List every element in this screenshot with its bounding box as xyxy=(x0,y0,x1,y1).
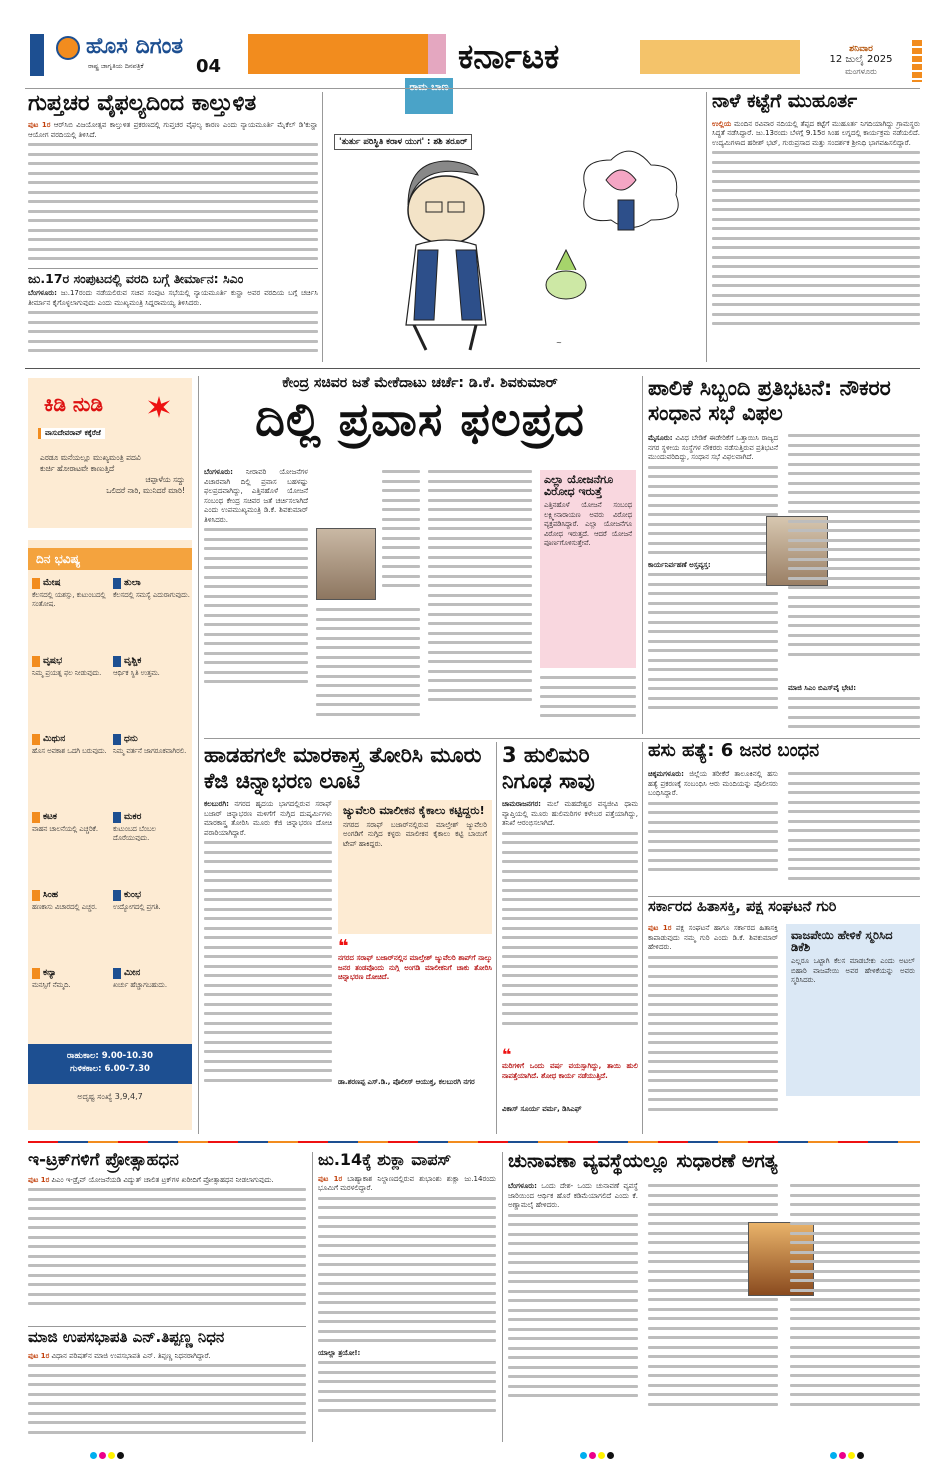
sub-head: ಕಾರ್ಯನಿರ್ವಹಣೆ ಅಸ್ತವ್ಯಸ್ತ: xyxy=(648,560,711,569)
cartoon-pot xyxy=(546,271,586,299)
lead: ಪುಟ 1ರ xyxy=(28,121,51,130)
column-rule xyxy=(322,92,323,362)
article-muhurta xyxy=(712,92,920,362)
lead-col-3 xyxy=(428,470,532,730)
sarkar-col-1 xyxy=(648,924,778,1132)
body: ಪಿಎಂ ಇ-ಡ್ರೈವ್ ಯೋಜನೆಯಡಿ ವಿದ್ಯುತ್ ಚಾಲಿತ ಟ್ರಕ್‌ಗಳ ಖರೀದಿಗೆ ಪ್ರೋತ್ಸಾಹಧನ ನೀಡಲಾಗುವುದು. xyxy=(51,1175,274,1184)
body: ಆರ್‌ಸಿಬಿ ವಿಜಯೋತ್ಸವ ಕಾಲ್ತುಳಿತ ಪ್ರಕರಣದಲ್ಲಿ ಗುಪ್ತಚರ ವೈಫಲ್ಯ ಕಾರಣ ಎಂದು ನ್ಯಾಯಮೂರ್ತಿ ಮೈಕೆಲ್ ಡಿ'ಕುನ್ಹಾ ಆಯೋಗ ವರದಿಯಲ್ಲಿ ತಿಳಿಸಿದೆ. xyxy=(28,121,318,139)
kidi-author: ವಾಸುದೇವರಾವ್ ಕಕ್ಕೆರೆಜೆ xyxy=(38,428,105,439)
sign-name: ಮಿಥುನ xyxy=(32,734,109,745)
logo-block xyxy=(48,34,248,80)
sidebar-kidi xyxy=(28,378,192,528)
palike-col-2 xyxy=(788,434,920,684)
horoscope-sign xyxy=(32,734,109,808)
sub-head: ಯಾಲ್ಲಾ ತ್ರಯೋ!: xyxy=(318,1348,361,1357)
masthead-right-bar xyxy=(640,40,800,74)
lead: ಬೆಂಗಳೂರು: xyxy=(204,468,233,476)
cartoon-pot-leaves xyxy=(556,250,576,270)
body: ಮಲೆ ಮಹದೇಶ್ವರ ವನ್ಯಜೀವಿ ಧಾಮ ವ್ಯಾಪ್ತಿಯಲ್ಲಿ ಮೂರು ಹುಲಿಮರಿಗಳ ಕಳೇಬರ ಪತ್ತೆಯಾಗಿದ್ದು, ತನಿಖೆ ಆರಂಭಿಸಲಾಗಿದೆ. xyxy=(502,800,638,827)
lead-photo xyxy=(316,528,376,600)
column-rule xyxy=(642,376,643,734)
quote-text: ಮರಿಗಳಿಗೆ ಒಂದು ವರ್ಷ ವಯಸ್ಸಾಗಿದ್ದು, ತಾಯಿ ಹುಲಿ ನಾಪತ್ತೆಯಾಗಿದೆ. ಶೋಧ ಕಾರ್ಯ ನಡೆಯುತ್ತಿದೆ. xyxy=(502,1062,638,1080)
section-rule xyxy=(25,368,920,369)
headline: ಸರ್ಕಾರದ ಹಿತಾಸಕ್ತಿ, ಪಕ್ಷ ಸಂಘಟನೆ ಗುರಿ xyxy=(648,899,837,915)
sign-text: ಉದ್ಯೋಗದಲ್ಲಿ ಪ್ರಗತಿ. xyxy=(113,903,161,911)
masthead xyxy=(0,0,945,86)
lead-story xyxy=(204,376,636,734)
lead-col-2-top xyxy=(382,470,420,600)
body: ವಿವಿಧ ಬೇಡಿಕೆ ಈಡೇರಿಕೆಗೆ ಒತ್ತಾಯಿಸಿ ರಾಜ್ಯದ ನಗರ ಸ್ಥಳೀಯ ಸಂಸ್ಥೆಗಳ ನೌಕರರು ನಡೆಸುತ್ತಿರುವ ಪ್ರತಿಭಟನೆ ಮುಂದುವರಿದಿದ್ದು, ಸಂಧಾನ ಸಭೆ ವಿಫಲವಾಗಿದೆ. xyxy=(648,434,778,461)
robbery-box xyxy=(338,800,492,934)
body-filler xyxy=(508,1214,638,1404)
registration-marks xyxy=(830,1444,890,1454)
article-tiger-cubs xyxy=(502,742,638,1134)
body-filler xyxy=(788,697,920,731)
date: 12 ಜುಲೈ 2025 xyxy=(829,54,893,65)
body: ನಗರದ ಹೃದಯ ಭಾಗದಲ್ಲಿರುವ ಸರಾಫ್ ಬಜಾರ್ ಚಿನ್ನಾಭರಣ ಮಳಿಗೆಗೆ ನುಗ್ಗಿದ ದುಷ್ಕರ್ಮಿಗಳು ಮಾರಕಾಸ್ತ್ರ ತೋರಿಸಿ ಮೂರು ಕೆಜಿ ಚಿನ್ನಾಭರಣ ದೋಚಿ ಪರಾರಿಯಾಗಿದ್ದಾರೆ. xyxy=(204,800,332,837)
horoscope-title: ದಿನ ಭವಿಷ್ಯ xyxy=(36,552,81,566)
body: ಮಂದಿನ ರವಿವಾರ ನದಿಯಲ್ಲಿ ತೆಪ್ಪದ ಕಟ್ಟೆಗೆ ಮುಹೂರ್ತ ನಿಗದಿಯಾಗಿದ್ದು ಗ್ರಾಮಸ್ಥರು ಸಿದ್ಧತೆ ನಡೆಸಿದ್ದಾರೆ. ಜು.13ರಂದು ಬೆಳಗ್ಗೆ 9.15ರ ಸಿಂಹ ಲಗ್ನದಲ್ಲಿ ಕಾರ್ಯಕ್ರಮ ನಡೆಯಲಿದೆ. ಉದ್ಯಮಿಗಳಾದ ಹರೀಶ್ ಭಟ್, ಗುರುಪ್ರಸಾದ ಮತ್ತು ಸಂದರ್ಶಕ ಶ್ರೀನಿಧಿ ಭಾಗವಹಿಸಲಿದ್ದಾರೆ. xyxy=(712,119,920,147)
sign-name: ಕುಂಭ xyxy=(113,890,190,901)
verse-3: ಚಪ್ಪಾಳೆಯ ಸದ್ದು xyxy=(145,475,185,484)
cartoon-head xyxy=(408,176,484,244)
article-election xyxy=(508,1152,920,1440)
sign-text: ವಾಹನ ಚಾಲನೆಯಲ್ಲಿ ಎಚ್ಚರಿಕೆ. xyxy=(32,825,99,833)
logo-tagline: ರಾಷ್ಟ್ರ ಜಾಗೃತಿಯ ದಿನಪತ್ರಿಕೆ xyxy=(88,62,144,70)
timings-box xyxy=(28,1044,192,1084)
body-filler xyxy=(28,143,318,267)
sign-name: ಕಟಕ xyxy=(32,812,109,823)
horoscope-sign xyxy=(113,578,190,652)
sign-text: ಕೆಲಸದಲ್ಲಿ ಸಮಸ್ಯೆ ಎದುರಾಗುವುದು. xyxy=(113,591,190,599)
headline: ಜು.14ಕ್ಕೆ ಶುಕ್ಲಾ ವಾಪಸ್ xyxy=(318,1150,452,1169)
sign-name: ಕನ್ಯಾ xyxy=(32,968,109,979)
column-rule xyxy=(198,376,199,1134)
box-body: ನಗರದ ಸರಾಫ್ ಬಜಾರ್‌ನಲ್ಲಿರುವ ಮಾಲ್ತೇಶ್ ಜ್ಯುವೆಲರಿ ಅಂಗಡಿಗೆ ನುಗ್ಗಿದ ಕಳ್ಳರು ಮಾಲೀಕನ ಕೈಕಾಲು ಕಟ್ಟಿ ಬಾಯಿಗೆ ಟೇಪ್ ಹಾಕಿದ್ದರು. xyxy=(343,820,487,848)
lead: ಉಲ್ಲಿಯ xyxy=(712,119,732,128)
masthead-blue-bar xyxy=(30,34,44,76)
headline: ಜು.17ರ ಸಂಪುಟದಲ್ಲಿ ವರದಿ ಬಗ್ಗೆ ತೀರ್ಮಾನ: ಸಿಎಂ xyxy=(28,271,244,286)
sign-text: ನಿಮ್ಮ ವರ್ತನೆ ಜಾಗರೂಕವಾಗಿರಲಿ. xyxy=(113,747,187,755)
article-cow xyxy=(648,742,920,894)
body: ವಿಧಾನ ಪರಿಷತ್‌ನ ಮಾಜಿ ಉಪಸಭಾಪತಿ ಎನ್. ತಿಪ್ಪಣ್ಣ ನಿಧನರಾಗಿದ್ದಾರೆ. xyxy=(51,1351,211,1360)
sign-text: ಕೆಲಸದಲ್ಲಿ ಯಶಸ್ಸು, ಕುಟುಂಬದಲ್ಲಿ ಸಂತೋಷ. xyxy=(32,591,106,608)
lead: ಮೈಸೂರು: xyxy=(648,434,673,442)
sign-text: ಕುಟುಂಬದ ಬೆಂಬಲ ದೊರೆಯುವುದು. xyxy=(113,825,156,842)
horoscope-header xyxy=(28,548,192,570)
lead: ಚಾಮರಾಜನಗರ: xyxy=(502,800,541,808)
box-title: ಎಲ್ಲಾ ಯೋಜನೆಗೂ ವಿರೋಧ ಇರುತ್ತೆ xyxy=(544,473,614,498)
lucky-numbers: ಅದೃಷ್ಟ ಸಂಖ್ಯೆ 3,9,4,7 xyxy=(77,1092,143,1101)
lead-col-2 xyxy=(316,608,420,730)
body-filler xyxy=(28,311,318,359)
body-filler xyxy=(648,573,778,716)
body-filler xyxy=(28,1364,306,1438)
horoscope-sign xyxy=(32,812,109,886)
verse-1: ಎರಡೂ ಮನೆಯಲ್ಲೂ ಮುಖ್ಯಮಂತ್ರಿ ಪದವಿ xyxy=(40,453,141,462)
article-obituary xyxy=(28,1330,306,1440)
cartoon xyxy=(326,114,704,362)
gulika: ಗುಳಿಕಕಾಲ: 6.00-7.30 xyxy=(70,1064,150,1074)
sign-text: ಖರ್ಚು ಹೆಚ್ಚಾಗಬಹುದು. xyxy=(113,981,167,989)
sub-head-2: ಮಾಜಿ ಸಿಎಂ ಬಿಎಸ್‌ವೈ ಭೇಟಿ: xyxy=(788,684,857,692)
logo-text: ಹೊಸ ದಿಗಂತ xyxy=(86,34,184,59)
registration-marks xyxy=(580,1444,640,1454)
body-filler xyxy=(502,832,638,1032)
sign-name: ಮೇಷ xyxy=(32,578,109,589)
verse-4: ಒಲಿದರೆ ನಾರಿ, ಮುನಿದರೆ ಮಾರಿ! xyxy=(106,486,185,495)
headline: ಪಾಲಿಕೆ ಸಿಬ್ಬಂದಿ ಪ್ರತಿಭಟನೆ: ನೌಕರರ ಸಂಧಾನ ಸಭೆ ವಿಫಲ xyxy=(648,376,891,425)
cartoon-drawing xyxy=(356,150,686,355)
headline: ನಾಳೆ ಕಟ್ಟೆಗೆ ಮುಹೂರ್ತ xyxy=(712,90,858,112)
kidi-title: ಕಿಡಿ ನುಡಿ xyxy=(44,392,104,416)
article-shukla xyxy=(318,1152,496,1440)
column-rule xyxy=(502,1152,503,1442)
sidebar-horoscope xyxy=(28,540,192,1130)
article-cm-report xyxy=(28,272,318,362)
horoscope-sign xyxy=(32,968,109,1042)
horoscope-sign xyxy=(113,656,190,730)
rule xyxy=(204,738,920,739)
box-body: ಎತ್ತಿನಹೊಳೆ ಯೋಜನೆ ಸಂಬಂಧ ಲಕ್ಷ್ಮೀನಾರಾಯಣ ಅವರು ವಿರೋಧ ವ್ಯಕ್ತಪಡಿಸಿದ್ದಾರೆ. ಎಲ್ಲಾ ಯೋಜನೆಗೂ ವಿರೋಧ ಇರುತ್ತದೆ. ಆದರೆ ಯೋಜನೆ ಪೂರ್ಣಗೊಳಿಸುತ್ತೇವೆ. xyxy=(544,501,632,548)
kidi-verse xyxy=(40,452,185,496)
headline: 3 ಹುಲಿಮರಿ ನಿಗೂಢ ಸಾವು xyxy=(502,743,595,793)
sign-text: ಹಣಕಾಸು ವಿಚಾರದಲ್ಲಿ ಎಚ್ಚರ. xyxy=(32,903,98,911)
lead-col-4 xyxy=(540,676,636,730)
sign-name: ತುಲಾ xyxy=(113,578,190,589)
rule xyxy=(28,268,318,269)
rahukala: ರಾಹುಕಾಲ: 9.00-10.30 xyxy=(66,1051,154,1061)
quote-mark-icon: ❝ xyxy=(502,1045,512,1064)
headline: ಹಸು ಹತ್ಯೆ: 6 ಜನರ ಬಂಧನ xyxy=(648,740,820,761)
sign-text: ಮನಸ್ಸಿಗೆ ನೆಮ್ಮದಿ. xyxy=(32,981,71,989)
horoscope-sign xyxy=(113,968,190,1042)
article-stampede xyxy=(28,92,318,268)
body: ಜು.17ರಂದು ನಡೆಯಲಿರುವ ಸಚಿವ ಸಂಪುಟ ಸಭೆಯಲ್ಲಿ ನ್ಯಾಯಮೂರ್ತಿ ಕುನ್ಹಾ ಅವರ ವರದಿಯ ಬಗ್ಗೆ ಚರ್ಚಿಸಿ ತೀರ್ಮಾನ ಕೈಗೊಳ್ಳಲಾಗುವುದು ಎಂದು ಮುಖ್ಯಮಂತ್ರಿ ಸಿದ್ದರಾಮಯ್ಯ ತಿಳಿಸಿದರು. xyxy=(28,289,318,307)
body: ಜಿಲ್ಲೆಯ ತರೀಕೆರೆ ತಾಲೂಕಿನಲ್ಲಿ ಹಸು ಹತ್ಯೆ ಪ್ರಕರಣಕ್ಕೆ ಸಂಬಂಧಿಸಿ ಆರು ಮಂದಿಯನ್ನು ಪೊಲೀಸರು ಬಂಧಿಸಿದ್ದಾರೆ. xyxy=(648,770,778,797)
article-etruck xyxy=(28,1152,306,1324)
horoscope-sign xyxy=(32,578,109,652)
column-rule xyxy=(312,1152,313,1442)
column-rule xyxy=(706,92,707,362)
article-palike xyxy=(648,376,920,734)
sign-name: ಸಿಂಹ xyxy=(32,890,109,901)
cartoon-caption: 'ತುರ್ತು ಪರಿಸ್ಥಿತಿ ಕರಾಳ ಯುಗ' : ಶಶಿ ತರೂರ್ xyxy=(334,134,472,150)
kidi-burst-icon xyxy=(148,396,170,418)
headline: ಚುನಾವಣಾ ವ್ಯವಸ್ಥೆಯಲ್ಲೂ ಸುಧಾರಣೆ ಅಗತ್ಯ xyxy=(508,1150,778,1172)
sign-text: ನಿಮ್ಮ ಪ್ರಯತ್ನ ಫಲ ನೀಡುವುದು. xyxy=(32,669,102,677)
day: ಶನಿವಾರ xyxy=(849,44,873,54)
headline: ಮಾಜಿ ಉಪಸಭಾಪತಿ ಎನ್.ತಿಪ್ಪಣ್ಣ ನಿಧನ xyxy=(28,1328,225,1346)
logo-emblem-icon xyxy=(56,36,80,60)
lead-kicker: ಕೇಂದ್ರ ಸಚಿವರ ಜತೆ ಮೇಕೆದಾಟು ಚರ್ಚೆ: ಡಿ.ಕೆ. ಶಿವಕುಮಾರ್ xyxy=(282,375,558,391)
body-filler xyxy=(648,466,778,561)
city: ಮಂಗಳೂರು xyxy=(845,67,877,76)
body-filler xyxy=(204,841,332,1088)
body-filler xyxy=(318,1361,496,1418)
headline: ಹಾಡಹಗಲೇ ಮಾರಕಾಸ್ತ್ರ ತೋರಿಸಿ ಮೂರು ಕೆಜಿ ಚಿನ್ನಾಭರಣ ಲೂಟಿ xyxy=(204,743,482,793)
horoscope-sign xyxy=(32,890,109,964)
rule xyxy=(648,896,920,897)
body-filler xyxy=(648,802,778,878)
robbery-col-1 xyxy=(204,800,332,1130)
article-robbery xyxy=(204,742,492,1134)
body-filler xyxy=(712,151,920,332)
lead: ಚಿಕ್ಕಮಗಳೂರು: xyxy=(648,770,684,778)
box-title: ಜ್ಯುವೆಲರಿ ಮಾಲೀಕನ ಕೈಕಾಲು ಕಟ್ಟಿದ್ದರು! xyxy=(343,804,485,817)
horoscope-sign xyxy=(113,812,190,886)
box-title: ವಾಜಪೇಯಿ ಹೇಳಿಕೆ ಸ್ಮರಿಸಿದ ಡಿಕೆಶಿ xyxy=(791,928,893,955)
cow-col-1 xyxy=(648,770,778,892)
lead: ಪುಟ 1ರ xyxy=(28,1351,50,1360)
box-body: ಎಲ್ಲರೂ ಒಟ್ಟಾಗಿ ಕೆಲಸ ಮಾಡಬೇಕು ಎಂದು ಅಟಲ್ ಬಿಹಾರಿ ವಾಜಪೇಯಿ ಅವರ ಹೇಳಿಕೆಯನ್ನು ಅವರು ಸ್ಮರಿಸಿದರು. xyxy=(791,957,915,985)
registration-marks xyxy=(90,1444,150,1454)
body-filler xyxy=(204,528,308,690)
sarkar-box xyxy=(786,924,920,1096)
lead: ಪುಟ 1ರ xyxy=(648,924,672,932)
body: ಒಂದು ದೇಶ- ಒಂದು ಚುನಾವಣೆ ವ್ಯವಸ್ಥೆ ಜಾರಿಯಿಂದ ಆರ್ಥಿಕ ಹೊರೆ ಕಡಿಮೆಯಾಗಲಿದೆ ಎಂದು ಕೆ. ಅಣ್ಣಾಮಲೈ ಹೇಳಿದರು. xyxy=(508,1182,638,1209)
election-col-3 xyxy=(790,1184,920,1438)
cartoon-signature: ~ xyxy=(556,339,562,347)
sign-text: ಹೊಸ ಅವಕಾಶ ಒದಗಿ ಬರುವುದು. xyxy=(32,747,107,755)
masthead-edge-bars xyxy=(912,40,922,82)
verse-2: ಕುರ್ಚಿ ಹೋರಾಟವೇ ಕಾಣುತ್ತಿದೆ xyxy=(40,464,115,473)
palike-col-2-sub xyxy=(788,684,920,730)
body: ಬಾಹ್ಯಾಕಾಶ ನಿಲ್ದಾಣದಲ್ಲಿರುವ ಶುಭಾಂಶು ಶುಕ್ಲಾ ಜು.14ರಂದು ಭೂಮಿಗೆ ಮರಳಲಿದ್ದಾರೆ. xyxy=(318,1174,496,1193)
body-filler xyxy=(318,1197,496,1349)
body-filler xyxy=(648,956,778,1118)
masthead-rule xyxy=(25,88,920,89)
masthead-pink-bar xyxy=(428,34,446,74)
sign-text: ಆರ್ಥಿಕ ಸ್ಥಿತಿ ಉತ್ತಮ. xyxy=(113,669,160,677)
body-filler xyxy=(28,1188,306,1312)
lead: ಪುಟ 1ರ xyxy=(28,1175,50,1184)
masthead-orange-bar xyxy=(248,34,428,74)
sign-name: ಮಕರ xyxy=(113,812,190,823)
sign-name: ವೃಶ್ಚಿಕ xyxy=(113,656,190,667)
sign-name: ಧನು xyxy=(113,734,190,745)
horoscope-grid xyxy=(32,578,190,1042)
page-number: 04 xyxy=(196,56,222,77)
cow-col-2 xyxy=(788,772,920,892)
headline: ಇ-ಟ್ರಕ್‌ಗಳಿಗೆ ಪ್ರೋತ್ಸಾಹಧನ xyxy=(28,1150,179,1170)
palike-col-1 xyxy=(648,434,778,730)
column-rule xyxy=(642,742,643,1134)
dateline xyxy=(816,44,906,77)
election-col-1 xyxy=(508,1182,638,1438)
cartoon-legs xyxy=(414,325,476,350)
sign-name: ಮೀನ xyxy=(113,968,190,979)
horoscope-sign xyxy=(113,890,190,964)
lead-col-1 xyxy=(204,468,308,730)
ramabana-badge xyxy=(405,78,453,114)
quote-by: ಡಾ.ಶರಣಪ್ಪ ಎಸ್.ಡಿ., ಪೊಲೀಸ್ ಆಯುಕ್ತ, ಕಲಬುರಗಿ ನಗರ xyxy=(338,1078,475,1086)
lead-headline: ದಿಲ್ಲಿ ಪ್ರವಾಸ ಫಲಪ್ರದ xyxy=(255,391,585,446)
lead: ಬೆಂಗಳೂರು: xyxy=(28,289,57,298)
cartoon-vest-small xyxy=(618,200,634,230)
rule xyxy=(28,1326,306,1327)
quote-by: ವಿಕಾಸ್ ಸೂರ್ಯ ವರ್ಮ, ಡಿಸಿಎಫ್ xyxy=(502,1105,582,1113)
horoscope-sign xyxy=(113,734,190,808)
sign-name: ವೃಷಭ xyxy=(32,656,109,667)
body: ಪಕ್ಷ ಸಂಘಟನೆ ಹಾಗೂ ಸರ್ಕಾರದ ಹಿತಾಸಕ್ತಿ ಕಾಪಾಡುವುದು ನಮ್ಮ ಗುರಿ ಎಂದು ಡಿ.ಕೆ. ಶಿವಕುಮಾರ್ ಹೇಳಿದರು. xyxy=(648,924,778,951)
lead: ಬೆಂಗಳೂರು: xyxy=(508,1182,537,1190)
quote-mark-icon: ❝ xyxy=(338,936,349,957)
column-rule xyxy=(496,742,497,1134)
horoscope-sign xyxy=(32,656,109,730)
lead: ಪುಟ 1ರ xyxy=(318,1174,343,1183)
bottom-divider xyxy=(28,1138,920,1146)
lead-box xyxy=(540,470,636,668)
lead: ಕಲಬುರಗಿ: xyxy=(204,800,229,808)
section-title: ಕರ್ನಾಟಕ xyxy=(458,37,560,77)
article-sarkar xyxy=(648,900,920,1134)
quote-text: ನಗರದ ಸರಾಫ್ ಬಜಾರ್‌ನಲ್ಲಿನ ಮಾಲ್ತೇಶ್ ಜ್ಯುವೆಲರಿ ಶಾಪ್‌ಗೆ ನಾಲ್ಕು ಜನರ ತಂಡವೊಂದು ನುಗ್ಗಿ ಅಂಗಡಿ ಮಾಲೀಕನಿಗೆ ಚಾಕು ತೋರಿಸಿ ಚಿನ್ನಾಭರಣ ದೋಚಿದೆ. xyxy=(338,954,492,981)
body: ನೀರಾವರಿ ಯೋಜನೆಗಳ ವಿಚಾರವಾಗಿ ದಿಲ್ಲಿ ಪ್ರವಾಸ ಬಹಳಷ್ಟು ಫಲಪ್ರದವಾಗಿದ್ದು, ಎತ್ತಿನಹೊಳೆ ಯೋಜನೆ ಸಂಬಂಧ ಕೇಂದ್ರ ಸಚಿವರ ಜತೆ ಚರ್ಚಿಸಲಾಗಿದೆ ಎಂದು ಉಪಮುಖ್ಯಮಂತ್ರಿ ಡಿ.ಕೆ. ಶಿವಕುಮಾರ್ ತಿಳಿಸಿದರು. xyxy=(204,468,308,524)
headline: ಗುಪ್ತಚರ ವೈಫಲ್ಯದಿಂದ ಕಾಲ್ತುಳಿತ xyxy=(28,91,257,116)
robbery-quote xyxy=(338,936,492,1130)
